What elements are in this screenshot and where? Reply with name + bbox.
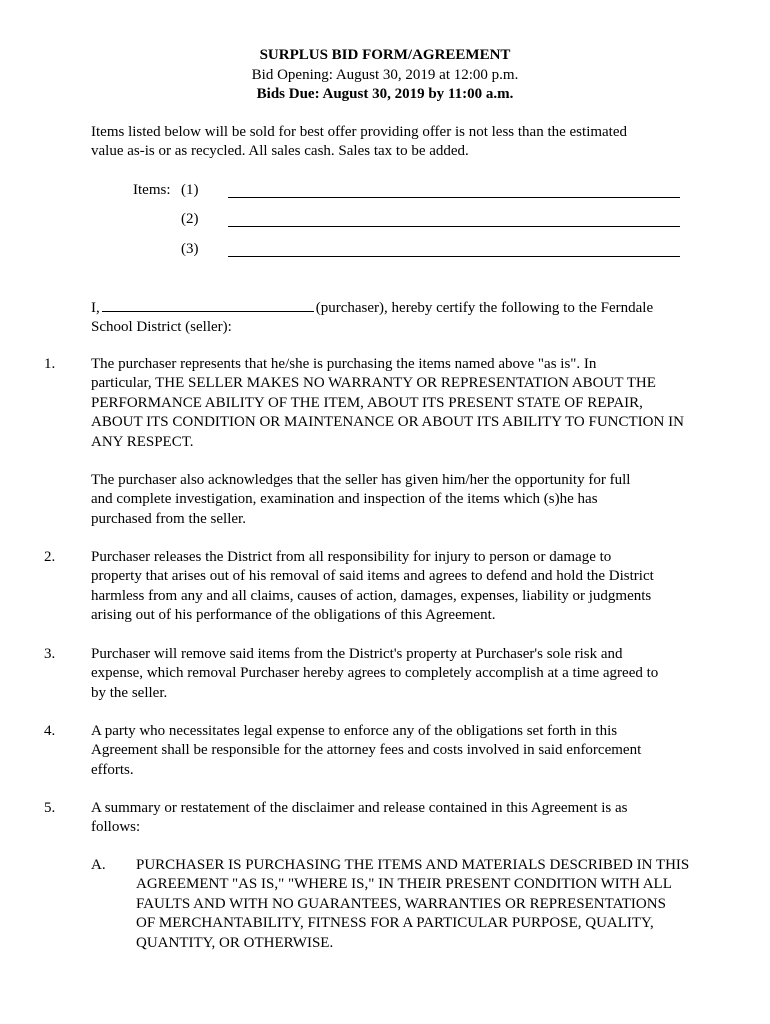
certify-line: [91, 297, 731, 318]
clause-line: ANY RESPECT.: [91, 433, 194, 450]
clause-line: purchased from the seller.: [91, 510, 246, 527]
clause-line: particular, THE SELLER MAKES NO WARRANTY OR REPRESENTATION ABOUT THE: [91, 375, 656, 392]
subclause-letter: A.: [91, 857, 106, 873]
intro-line: value as-is or as recycled. All sales cash. Sales tax to be added.: [91, 143, 469, 160]
item-2-blank-line[interactable]: [228, 226, 680, 227]
clause-line: Agreement shall be responsible for the attorney fees and costs involved in said enforcement: [91, 742, 642, 759]
bid-opening: Bid Opening: August 30, 2019 at 12:00 p.m.: [251, 67, 519, 83]
purchaser-name-blank[interactable]: [102, 297, 314, 312]
subclause-a-text: [136, 856, 736, 953]
clause-line: arising out of his performance of the obligations of this Agreement.: [91, 607, 496, 624]
clause-line: follows:: [91, 819, 141, 836]
clause-number: 2.: [44, 549, 56, 565]
clause-number: 1.: [44, 356, 56, 372]
clause-line: Purchaser releases the District from all responsibility for injury to person or damage to: [91, 549, 612, 565]
intro-paragraph: [91, 123, 731, 162]
certify-suffix: (purchaser), hereby certify the following to the Ferndale: [315, 300, 654, 316]
clause-line: AGREEMENT "AS IS," "WHERE IS," IN THEIR PRESENT CONDITION WITH ALL: [136, 876, 672, 893]
clause-3-text: [91, 645, 731, 703]
clause-line: and complete investigation, examination and inspection of the items which (s)he has: [91, 491, 598, 508]
certify-line-2: School District (seller):: [91, 319, 232, 336]
clause-line: The purchaser represents that he/she is purchasing the items named above "as is". In: [91, 356, 597, 372]
clause-1-acknowledgement: [91, 471, 731, 529]
item-number-1: (1): [181, 182, 199, 198]
clause-line: PURCHASER IS PURCHASING THE ITEMS AND MATERIALS DESCRIBED IN THIS: [136, 857, 690, 873]
clause-line: Purchaser will remove said items from the District's property at Purchaser's sole risk and: [91, 646, 623, 662]
item-number-3: (3): [181, 241, 199, 257]
clause-2-text: [91, 548, 731, 626]
clause-number: 5.: [44, 800, 56, 816]
clause-line: FAULTS AND WITH NO GUARANTEES, WARRANTIES OR REPRESENTATIONS: [136, 895, 666, 912]
clause-number: 3.: [44, 646, 56, 662]
item-3-blank-line[interactable]: [228, 256, 680, 257]
clause-4-text: [91, 722, 731, 780]
clause-line: The purchaser also acknowledges that the seller has given him/her the opportunity for full: [91, 472, 631, 488]
clause-5-text: [91, 799, 731, 838]
clause-line: efforts.: [91, 761, 134, 778]
item-1-blank-line[interactable]: [228, 197, 680, 198]
item-number-2: (2): [181, 211, 199, 227]
clause-line: expense, which removal Purchaser hereby agrees to completely accomplish at a time agreed to: [91, 665, 659, 682]
items-label: Items:: [133, 182, 171, 198]
clause-line: A party who necessitates legal expense to enforce any of the obligations set forth in this: [91, 723, 618, 739]
clause-line: property that arises out of his removal of said items and agrees to defend and hold the District: [91, 568, 654, 585]
certification: [91, 297, 731, 338]
certify-prefix: I,: [91, 300, 100, 316]
clause-line: harmless from any and all claims, causes of action, damages, expenses, liability or judgments: [91, 587, 652, 604]
clause-line: QUANTITY, OR OTHERWISE.: [136, 934, 334, 951]
clause-number: 4.: [44, 723, 56, 739]
clause-line: OF MERCHANTABILITY, FITNESS FOR A PARTICULAR PURPOSE, QUALITY,: [136, 915, 654, 932]
clause-line: PERFORMANCE ABILITY OF THE ITEM, ABOUT ITS PRESENT STATE OF REPAIR,: [91, 394, 643, 411]
intro-line: Items listed below will be sold for best offer providing offer is not less than the estimated: [91, 124, 628, 140]
bids-due: Bids Due: August 30, 2019 by 11:00 a.m.: [256, 86, 514, 102]
clause-line: ABOUT ITS CONDITION OR MAINTENANCE OR ABOUT ITS ABILITY TO FUNCTION IN: [91, 414, 684, 431]
clause-line: by the seller.: [91, 684, 168, 701]
clause-line: A summary or restatement of the disclaimer and release contained in this Agreement is as: [91, 800, 628, 816]
clause-1-text: [91, 355, 731, 452]
form-title: SURPLUS BID FORM/AGREEMENT: [259, 47, 511, 63]
